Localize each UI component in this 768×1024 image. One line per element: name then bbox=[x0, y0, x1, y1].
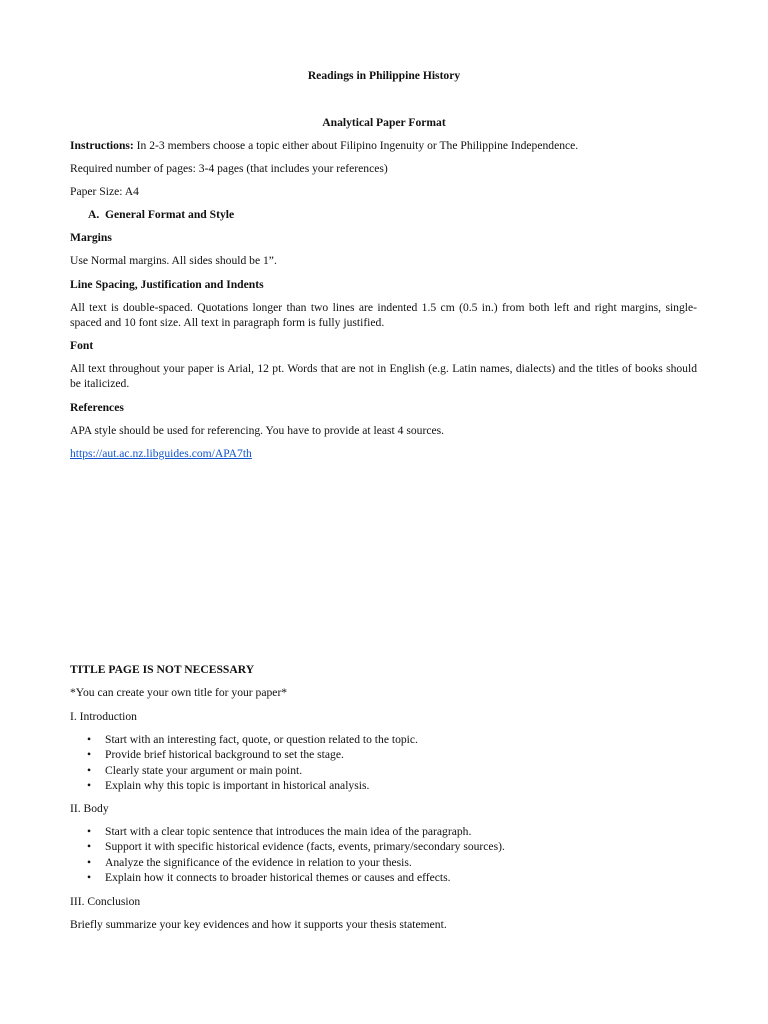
body-heading: II. Body bbox=[70, 802, 109, 815]
course-title: Readings in Philippine History bbox=[307, 69, 461, 82]
list-item: • Support it with specific historical evidence (facts, events, primary/secondary sources). bbox=[70, 839, 697, 854]
margins-text: Use Normal margins. All sides should be 1”. bbox=[70, 254, 277, 267]
list-item: • Explain how it connects to broader historical themes or causes and effects. bbox=[70, 870, 697, 885]
list-item: • Explain why this topic is important in historical analysis. bbox=[70, 778, 697, 793]
own-title-note: *You can create your own title for your paper* bbox=[70, 686, 288, 699]
section-a-marker: A. bbox=[88, 208, 100, 221]
list-item: • Start with an interesting fact, quote, or question related to the topic. bbox=[70, 732, 697, 747]
spacing-text: All text is double-spaced. Quotations longer than two lines are indented 1.5 cm (0.5 in.) from both left and right margins, single-spaced and 10 font size. All text in paragraph form is fully justified. bbox=[70, 301, 697, 329]
instructions-label: Instructions: bbox=[70, 139, 134, 152]
font-heading: Font bbox=[70, 339, 94, 352]
references-link-paragraph bbox=[70, 446, 697, 461]
spacing-heading: Line Spacing, Justification and Indents bbox=[70, 278, 264, 291]
font-text: All text throughout your paper is Arial, 12 pt. Words that are not in English (e.g. Latin names, dialects) and the titles of books should be italicized. bbox=[70, 362, 697, 390]
instructions-text: In 2-3 members choose a topic either about Filipino Ingenuity or The Philippine Independence. bbox=[133, 139, 579, 152]
list-item: • Clearly state your argument or main point. bbox=[70, 763, 697, 778]
intro-heading: I. Introduction bbox=[70, 710, 137, 723]
list-item: • Analyze the significance of the evidence in relation to your thesis. bbox=[70, 855, 697, 870]
list-item: • Provide brief historical background to set the stage. bbox=[70, 747, 697, 762]
margins-heading: Margins bbox=[70, 231, 112, 244]
references-heading: References bbox=[70, 401, 124, 414]
intro-list bbox=[70, 732, 697, 793]
references-text: APA style should be used for referencing. You have to provide at least 4 sources. bbox=[70, 424, 445, 437]
section-a-title: General Format and Style bbox=[105, 208, 235, 221]
body-list bbox=[70, 824, 697, 885]
required-pages: Required number of pages: 3-4 pages (that includes your references) bbox=[70, 162, 388, 175]
conclusion-text: Briefly summarize your key evidences and how it supports your thesis statement. bbox=[70, 918, 447, 931]
instructions-paragraph bbox=[70, 138, 697, 153]
title-page-note: TITLE PAGE IS NOT NECESSARY bbox=[70, 663, 255, 676]
paper-title: Analytical Paper Format bbox=[322, 116, 446, 129]
paper-size: Paper Size: A4 bbox=[70, 185, 139, 198]
references-link[interactable]: https://aut.ac.nz.libguides.com/APA7th bbox=[70, 447, 252, 460]
conclusion-heading: III. Conclusion bbox=[70, 895, 141, 908]
list-item: • Start with a clear topic sentence that introduces the main idea of the paragraph. bbox=[70, 824, 697, 839]
section-a-heading bbox=[88, 207, 697, 222]
